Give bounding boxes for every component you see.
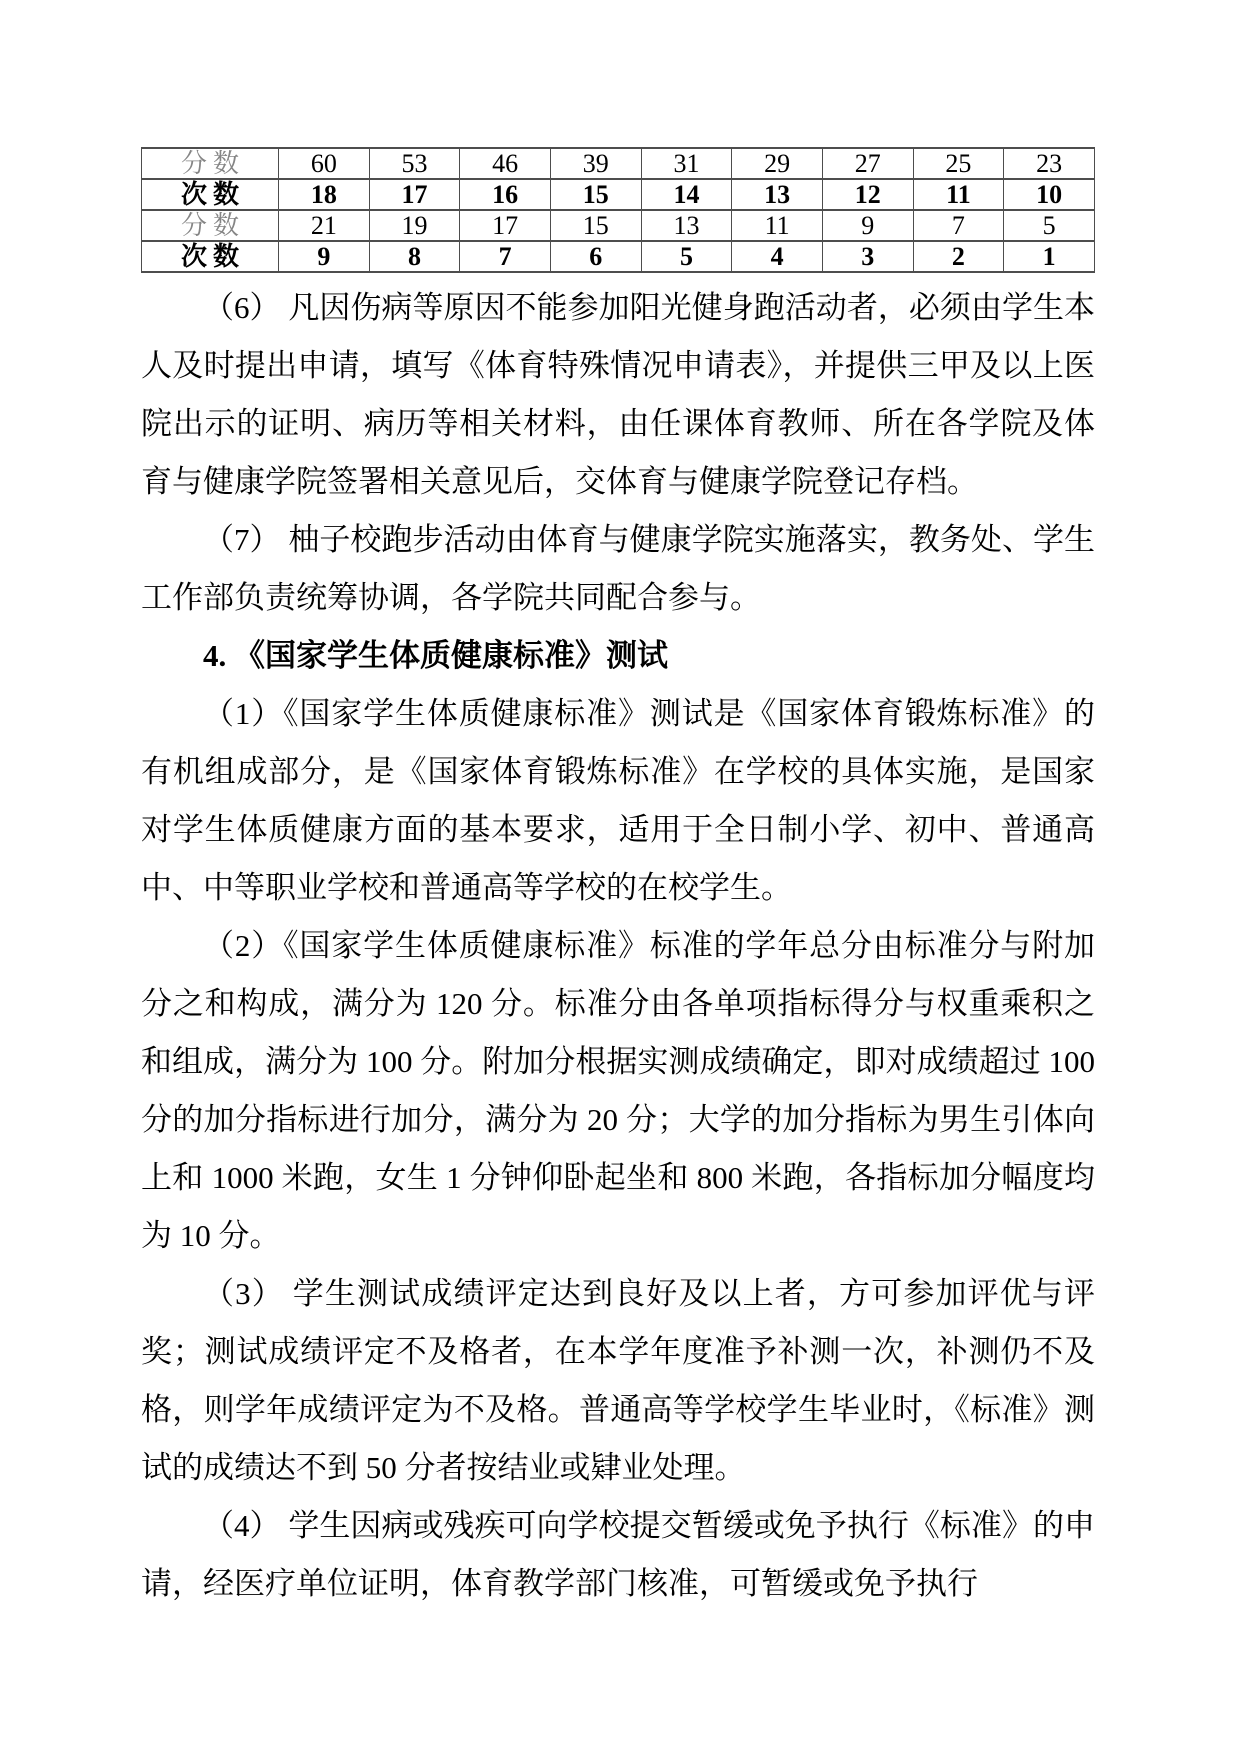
score-frequency-table [141,147,1095,273]
table-cell: 14 [641,179,732,210]
table-cell: 29 [732,148,823,179]
table-cell: 27 [822,148,913,179]
row-label: 次数 [142,179,279,210]
paragraph-item-3: （3） 学生测试成绩评定达到良好及以上者，方可参加评优与评奖；测试成绩评定不及格者，在本学年度准予补测一次，补测仍不及格，则学年成绩评定为不及格。普通高等学校学生毕业时，《标准》测试的成绩达不到 50 分者按结业或肄业处理。 [141,1276,1095,1485]
table-row [142,241,1095,272]
table-cell: 11 [732,210,823,241]
table-cell: 3 [822,241,913,272]
table-cell: 31 [641,148,732,179]
table-row [142,148,1095,179]
table-row [142,210,1095,241]
table-cell: 2 [913,241,1004,272]
table-cell: 8 [369,241,460,272]
table-cell: 17 [369,179,460,210]
row-label: 分数 [142,210,279,241]
table-cell: 4 [732,241,823,272]
table-cell: 11 [913,179,1004,210]
paragraph-item-1: （1）《国家学生体质健康标准》测试是《国家体育锻炼标准》的有机组成部分，是《国家体育锻炼标准》在学校的具体实施，是国家对学生体质健康方面的基本要求，适用于全日制小学、初中、普通高中、中等职业学校和普通高等学校的在校学生。 [141,696,1095,905]
table-cell: 15 [550,179,641,210]
paragraph-item-7: （7） 柚子校跑步活动由体育与健康学院实施落实，教务处、学生工作部负责统筹协调，各学院共同配合参与。 [141,522,1095,615]
table-cell: 46 [460,148,551,179]
table-cell: 18 [279,179,370,210]
table-cell: 25 [913,148,1004,179]
paragraph-item-4: （4） 学生因病或残疾可向学校提交暂缓或免予执行《标准》的申请，经医疗单位证明，体育教学部门核准，可暂缓或免予执行 [141,1508,1095,1601]
table-cell: 13 [732,179,823,210]
table-cell: 60 [279,148,370,179]
table-cell: 17 [460,210,551,241]
section-heading-4: 4. 《国家学生体质健康标准》测试 [203,638,668,673]
table-cell: 10 [1004,179,1095,210]
table-row [142,179,1095,210]
table-cell: 15 [550,210,641,241]
table-cell: 5 [641,241,732,272]
table-cell: 53 [369,148,460,179]
table-cell: 19 [369,210,460,241]
table-cell: 16 [460,179,551,210]
table-cell: 39 [550,148,641,179]
paragraph-item-6: （6） 凡因伤病等原因不能参加阳光健身跑活动者，必须由学生本人及时提出申请，填写《体育特殊情况申请表》，并提供三甲及以上医院出示的证明、病历等相关材料，由任课体育教师、所在各学院及体育与健康学院签署相关意见后，交体育与健康学院登记存档。 [141,290,1095,499]
table-cell: 5 [1004,210,1095,241]
table-cell: 6 [550,241,641,272]
paragraph-item-2: （2）《国家学生体质健康标准》标准的学年总分由标准分与附加分之和构成，满分为 120 分。标准分由各单项指标得分与权重乘积之和组成，满分为 100 分。附加分根据实测成绩确定，即对成绩超过 100 分的加分指标进行加分，满分为 20 分；大学的加分指标为男生引体向上和 1000 米跑，女生 1 分钟仰卧起坐和 800 米跑，各指标加分幅度均为 10 分。 [141,928,1095,1253]
table-cell: 7 [913,210,1004,241]
row-label: 分数 [142,148,279,179]
row-label: 次数 [142,241,279,272]
table-cell: 7 [460,241,551,272]
table-cell: 21 [279,210,370,241]
table-cell: 23 [1004,148,1095,179]
table-cell: 9 [279,241,370,272]
table-cell: 13 [641,210,732,241]
document-body [141,279,1095,1613]
table-cell: 1 [1004,241,1095,272]
table-cell: 12 [822,179,913,210]
table-cell: 9 [822,210,913,241]
